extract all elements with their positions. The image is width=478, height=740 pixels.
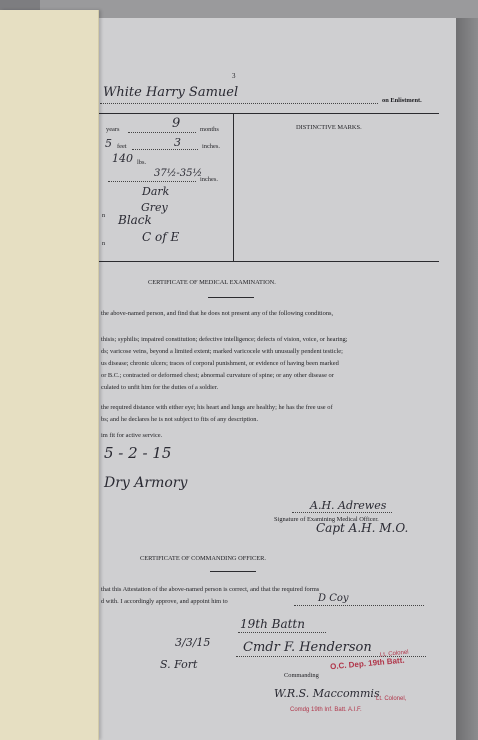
medical-condition-line: thisis; syphilis; impaired constitution; defective intelligence; defects of vision, voice, or hearing; xyxy=(101,336,348,343)
medical-condition-line: us disease; chronic ulcers; traces of corporal punishment, or evidence of having been marked xyxy=(101,360,339,367)
age-years-label: years xyxy=(106,126,120,133)
chest-label: inches. xyxy=(200,176,218,183)
complexion-value: Dark xyxy=(142,185,170,198)
examining-officer-label: Signature of Examining Medical Officer. xyxy=(274,516,379,523)
age-value: 9 xyxy=(172,116,181,131)
medical-condition-line: ds; varicose veins, beyond a limited extent; marked varicocele with unusually pendent testicle; xyxy=(101,348,343,355)
medical-officer-signature: A.H. Adrewes xyxy=(310,499,387,512)
medical-para2-line: bs; and he declares he is not subject to fits of any description. xyxy=(101,416,259,423)
stamp-comdg: Comdg 19th Inf. Batt. A.I.F. xyxy=(290,707,362,713)
commanding-heading: CERTIFICATE OF COMMANDING OFFICER. xyxy=(140,555,267,562)
commanding-date: 3/3/15 xyxy=(175,636,211,649)
hair-value: Black xyxy=(118,213,152,227)
medical-officer-rank: Capt A.H. M.O. xyxy=(316,521,409,535)
medical-condition-line: or B.C.; contracted or deformed chest; abnormal curvature of spine; or any other disease or xyxy=(101,372,334,379)
age-months-label: months xyxy=(200,126,219,133)
medical-date: 5 - 2 - 15 xyxy=(104,444,172,462)
eyes-suffix: n xyxy=(102,212,106,219)
company-value: D Coy xyxy=(318,593,349,604)
commanding-heading-rule xyxy=(210,571,256,572)
weight-value: 140 xyxy=(112,152,133,165)
height-feet-label: feet xyxy=(117,143,127,150)
box-bottom-rule xyxy=(98,261,439,262)
stamp-lt-colonel-2: Lt. Colonel, xyxy=(376,696,407,702)
weight-label: lbs. xyxy=(137,159,147,166)
right-page-edge xyxy=(456,18,478,740)
medical-fit-line: im fit for active service. xyxy=(101,432,163,439)
battalion-dots xyxy=(238,632,326,633)
medical-condition-line: culated to unfit him for the duties of a soldier. xyxy=(101,384,219,391)
medical-heading: CERTIFICATE OF MEDICAL EXAMINATION. xyxy=(148,279,276,286)
religion-suffix: n xyxy=(102,240,106,247)
commanding-signature: Cmdr F. Henderson xyxy=(243,640,372,655)
battalion-value: 19th Battn xyxy=(240,617,305,631)
commanding-label: Commanding xyxy=(284,672,319,679)
religion-value: C of E xyxy=(142,230,180,244)
recruit-name: White Harry Samuel xyxy=(103,85,239,100)
height-feet: 5 xyxy=(105,137,112,150)
medical-place: Dry Armory xyxy=(104,475,188,491)
age-dots xyxy=(128,132,196,133)
box-top-rule xyxy=(98,113,439,114)
box-divider xyxy=(233,113,234,261)
on-enlistment-label: on Enlistment. xyxy=(382,97,422,104)
height-inches-label: inches. xyxy=(202,143,220,150)
medical-heading-rule xyxy=(208,297,254,298)
commanding-line2: d with. I accordingly approve, and appoint him to xyxy=(101,598,228,605)
commanding-place: S. Fort xyxy=(160,658,198,671)
stamp-lt-colonel: Lt. Colonel xyxy=(379,649,409,659)
height-dots xyxy=(132,149,198,150)
stamp-oc-dep: O.C. Dep. 19th Batt. xyxy=(329,655,405,672)
chest-value: 37½-35½ xyxy=(154,168,203,179)
height-inches: 3 xyxy=(174,136,181,149)
name-dotted-line xyxy=(100,103,378,104)
second-signature: W.R.S. Maccommis xyxy=(274,687,380,700)
chest-dots xyxy=(108,181,196,182)
page-number: 3 xyxy=(232,72,236,80)
company-dots xyxy=(294,605,424,606)
eyes-value: Grey xyxy=(141,201,168,214)
commanding-line1: that this Attestation of the above-named person is correct, and that the required forms xyxy=(101,586,320,593)
medical-para1: the above-named person, and find that he does not present any of the following conditions, xyxy=(101,310,334,317)
signature-dots xyxy=(292,512,392,513)
distinctive-marks-heading: DISTINCTIVE MARKS. xyxy=(296,124,362,131)
folded-flap xyxy=(0,10,99,740)
medical-para2-line: the required distance with either eye; his heart and lungs are healthy; he has the free use of xyxy=(101,404,333,411)
